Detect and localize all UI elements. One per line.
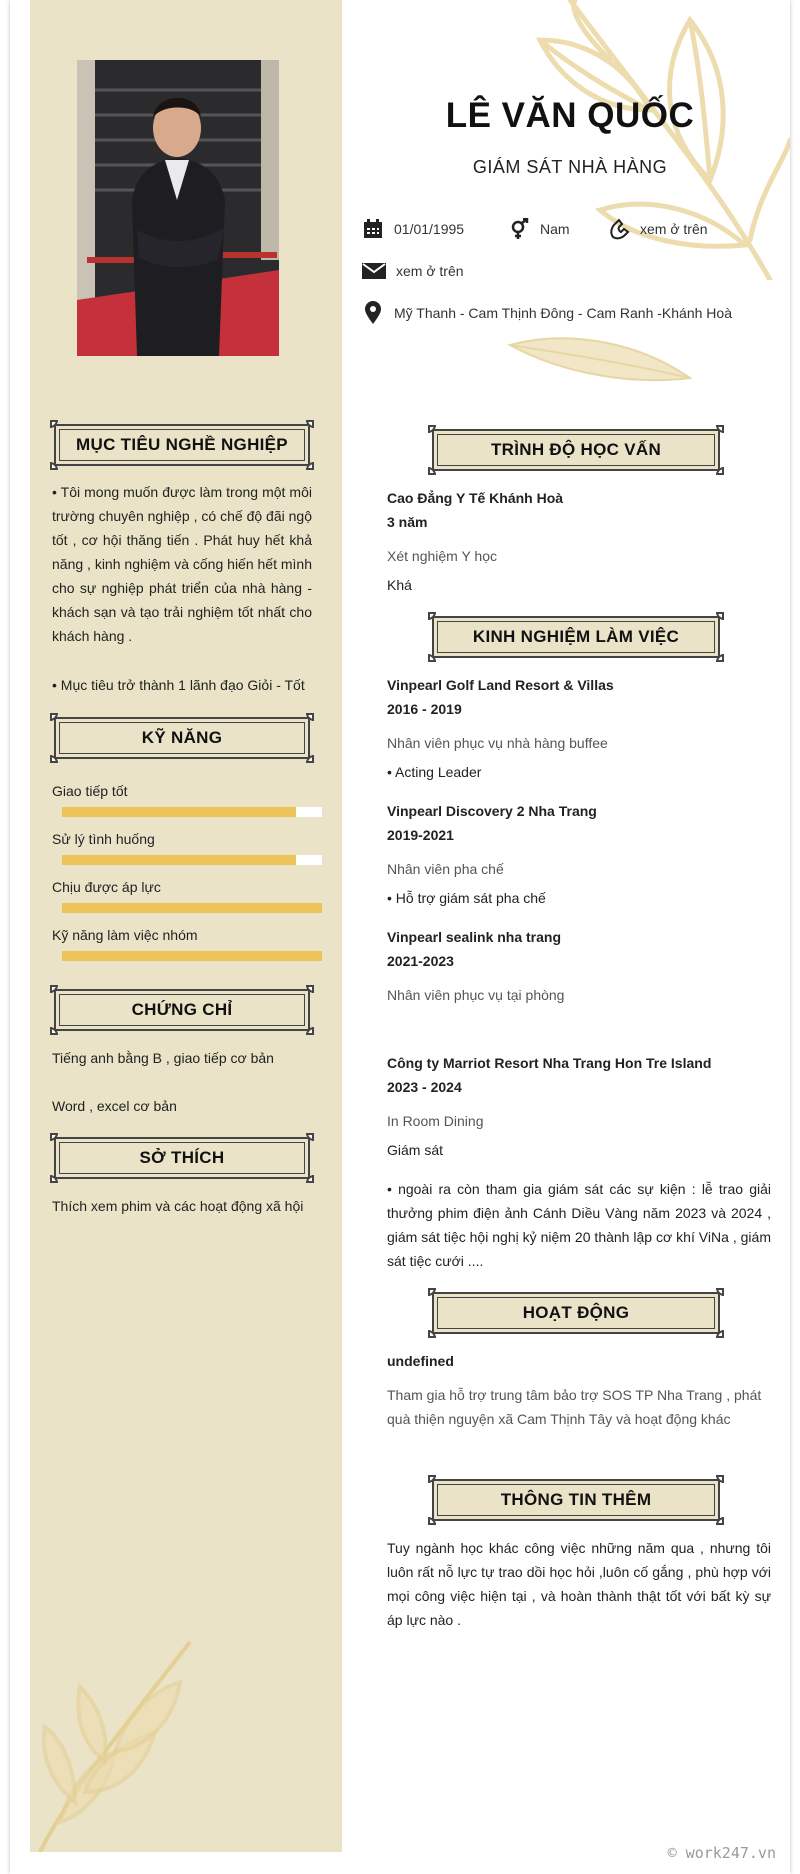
additional-heading: THÔNG TIN THÊM	[432, 1479, 720, 1521]
job-period: 2016 - 2019	[387, 701, 462, 717]
skill-level-bar	[62, 903, 322, 913]
location-pin-icon	[362, 301, 384, 325]
skill-level-bar	[62, 855, 322, 865]
education-heading: TRÌNH ĐỘ HỌC VẤN	[432, 429, 720, 471]
email-row	[362, 261, 464, 281]
skills-heading: KỸ NĂNG	[54, 717, 310, 759]
job-company: Vinpearl Golf Land Resort & Villas	[387, 677, 614, 693]
activity-text: Tham gia hỗ trợ trung tâm bảo trợ SOS TP Nha Trang , phát quà thiện nguyện xã Cam Thịnh Tây và hoạt động khác	[387, 1387, 762, 1427]
birthdate-row	[362, 218, 464, 240]
skill-level-fill	[62, 807, 296, 817]
education-grade: Khá	[387, 577, 412, 593]
job-extra: • ngoài ra còn tham gia giám sát các sự kiện : lễ trao giải thưởng phim điện ảnh Cánh Diều Vàng năm 2023 và 2024 , giám sát tiệc hội nghị kỷ niệm 20 thành lập cơ khí ViNa , giám sát tiệc cưới ....	[387, 1181, 771, 1269]
activities-heading: HOẠT ĐỘNG	[432, 1292, 720, 1334]
job-detail: • Hỗ trợ giám sát pha chế	[387, 890, 546, 906]
skill-label: Giao tiếp tốt	[52, 783, 128, 799]
certificate-item: Word , excel cơ bản	[52, 1098, 177, 1114]
calendar-icon	[362, 218, 384, 240]
certificate-item: Tiếng anh bằng B , giao tiếp cơ bản	[52, 1050, 274, 1066]
skill-label: Chịu được áp lực	[52, 879, 161, 895]
candidate-name: LÊ VĂN QUỐC	[445, 96, 695, 135]
skill-level-bar	[62, 807, 322, 817]
skill-level-fill	[62, 903, 322, 913]
job-detail: Giám sát	[387, 1142, 444, 1158]
job-detail: • Acting Leader	[387, 764, 482, 780]
hobbies-text: Thích xem phim và các hoạt động xã hội	[52, 1198, 304, 1214]
job-period: 2021-2023	[387, 953, 454, 969]
gender-icon	[508, 218, 530, 240]
address-row	[362, 301, 732, 325]
gender-text: Nam	[540, 221, 570, 237]
hobbies-heading: SỞ THÍCH	[54, 1137, 310, 1179]
job-position: Nhân viên pha chế	[387, 861, 504, 877]
skill-level-fill	[62, 855, 296, 865]
additional-text: Tuy ngành học khác công việc những năm qua , nhưng tôi luôn rất nỗ lực tự trao dồi học hỏi ,luôn cố gắng , phù hợp với mọi công việc hiện tại , và hoàn thành thật tốt với bất kỳ sự áp lực nào .	[387, 1540, 771, 1628]
certificates-heading: CHỨNG CHỈ	[54, 989, 310, 1031]
watermark: © work247.vn	[667, 1844, 776, 1862]
job-period: 2023 - 2024	[387, 1079, 462, 1095]
education-duration: 3 năm	[387, 514, 428, 530]
candidate-role: GIÁM SÁT NHÀ HÀNG	[472, 157, 668, 177]
leaf-decoration-icon	[505, 330, 695, 390]
objective-paragraph: • Tôi mong muốn được làm trong một môi trường chuyên nghiệp , có chế độ đãi ngộ tốt , cơ hội thăng tiến . Phát huy hết khả năng , kinh nghiệm và cống hiến hết mình cho sự nghiệp phát triển của nhà hàng - khách sạn và tạo trải nghiệm tốt nhất cho khách hàng .	[52, 484, 312, 644]
birthdate-text: 01/01/1995	[394, 221, 465, 237]
skill-level-fill	[62, 951, 322, 961]
skill-label: Sử lý tình huống	[52, 831, 155, 847]
education-major: Xét nghiệm Y học	[387, 548, 498, 564]
phone-text: xem ở trên	[640, 221, 708, 237]
job-company: Công ty Marriot Resort Nha Trang Hon Tre Island	[387, 1055, 712, 1071]
gender-row	[508, 218, 570, 240]
objective-goal: • Mục tiêu trở thành 1 lãnh đạo Giỏi - Tốt	[52, 677, 305, 693]
job-period: 2019-2021	[387, 827, 454, 843]
activity-name: undefined	[387, 1353, 454, 1369]
job-position: In Room Dining	[387, 1113, 484, 1129]
phone-icon	[608, 218, 630, 240]
cv-page	[10, 0, 790, 1874]
education-school: Cao Đẳng Y Tế Khánh Hoà	[387, 490, 564, 506]
mail-icon	[362, 261, 386, 281]
job-position: Nhân viên phục vụ nhà hàng buffee	[387, 735, 608, 751]
objective-heading: MỤC TIÊU NGHỀ NGHIỆP	[54, 424, 310, 466]
skill-level-bar	[62, 951, 322, 961]
profile-photo	[77, 60, 279, 356]
email-text: xem ở trên	[396, 263, 464, 279]
address-text: Mỹ Thanh - Cam Thịnh Đông - Cam Ranh -Khánh Hoà	[394, 305, 732, 321]
experience-heading: KINH NGHIỆM LÀM VIỆC	[432, 616, 720, 658]
leaf-decoration-icon	[30, 1622, 230, 1852]
job-company: Vinpearl Discovery 2 Nha Trang	[387, 803, 597, 819]
job-position: Nhân viên phục vụ tại phòng	[387, 987, 565, 1003]
phone-row	[608, 218, 708, 240]
job-company: Vinpearl sealink nha trang	[387, 929, 562, 945]
skill-label: Kỹ năng làm việc nhóm	[52, 927, 198, 943]
